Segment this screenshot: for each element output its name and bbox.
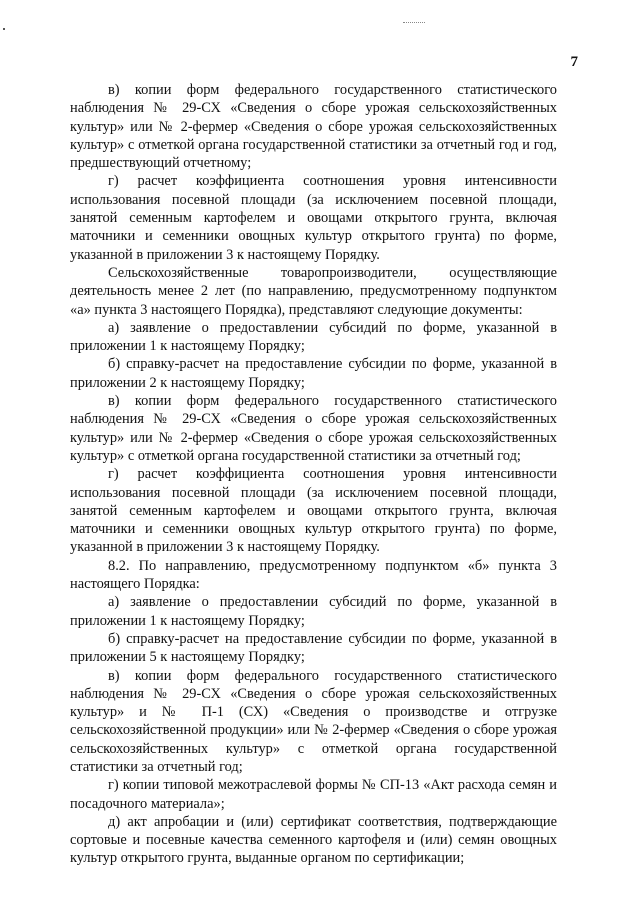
paragraph-a-application-2: а) заявление о предоставлении субсидий по форме, указанной в приложении 1 к настоящему Порядку;	[70, 594, 557, 629]
paragraph-b-calculation: б) справку-расчет на предоставление субсидии по форме, указанной в приложении 2 к настоящему Порядку;	[70, 356, 557, 391]
paragraph-new-producers: Сельскохозяйственные товаропроизводители, осуществляющие деятельность менее 2 лет (по направлению, предусмотренному подпунктом «а» пункта 3 настоящего Порядка), представляют следующие документы:	[70, 264, 557, 318]
paragraph-v-forms-p1: в) копии форм федерального государственного статистического наблюдения № 29-СХ «Сведения о сборе урожая сельскохозяйственных культур» и № П-1 (СХ) «Сведения о производстве и отгрузке сельскохозяйственной продукции» или № 2-фермер «Сведения о сборе урожая сельскохозяйственных культур» с отметкой органа государственной статистики за отчетный год;	[70, 667, 557, 775]
paragraph-g-sp13: г) копии типовой межотраслевой формы № СП-13 «Акт расхода семян и посадочного материала»;	[70, 777, 557, 812]
page-number: 7	[570, 54, 578, 70]
scan-artifact-dot	[3, 28, 5, 30]
paragraph-d-certificate: д) акт апробации и (или) сертификат соответствия, подтверждающие сортовые и посевные качества семенного картофеля и (или) семян овощных культур открытого грунта, выданные органом по сертификации;	[70, 813, 557, 867]
paragraph-g-coefficient-2: г) расчет коэффициента соотношения уровня интенсивности использования посевной площади (за исключением посевной площади, занятой семенным картофелем и овощами открытого грунта, включая маточники и семенники овощных культур открытого грунта) по форме, указанной в приложении 3 к настоящему Порядку.	[70, 466, 557, 556]
paragraph-v-forms-current-year: в) копии форм федерального государственного статистического наблюдения № 29-СХ «Сведения о сборе урожая сельскохозяйственных культур» или № 2-фермер «Сведения о сборе урожая сельскохозяйственных культур» с отметкой органа государственной статистики за отчетный год;	[70, 393, 557, 464]
paragraph-section-8-2: 8.2. По направлению, предусмотренному подпунктом «б» пункта 3 настоящего Порядка:	[70, 557, 557, 593]
paragraph-a-application: а) заявление о предоставлении субсидий по форме, указанной в приложении 1 к настоящему Порядку;	[70, 319, 557, 355]
paragraph-v-forms-29sx: в) копии форм федерального государственного статистического наблюдения № 29-СХ «Сведения о сборе урожая сельскохозяйственных культур» или № 2-фермер «Сведения о сборе урожая сельскохозяйственных культур» с отметкой органа государственной статистики за отчетный год и год, предшествующий отчетному;	[70, 82, 557, 172]
document-body	[70, 81, 557, 868]
paragraph-b-calculation-appendix-5: б) справку-расчет на предоставление субсидии по форме, указанной в приложении 5 к настоящему Порядку;	[70, 630, 557, 666]
scan-artifact-line	[403, 22, 425, 24]
paragraph-g-coefficient: г) расчет коэффициента соотношения уровня интенсивности использования посевной площади (за исключением посевной площади, занятой семенным картофелем и овощами открытого грунта, включая маточники и семенники овощных культур открытого грунта) по форме, указанной в приложении 3 к настоящему Порядку.	[70, 173, 557, 263]
